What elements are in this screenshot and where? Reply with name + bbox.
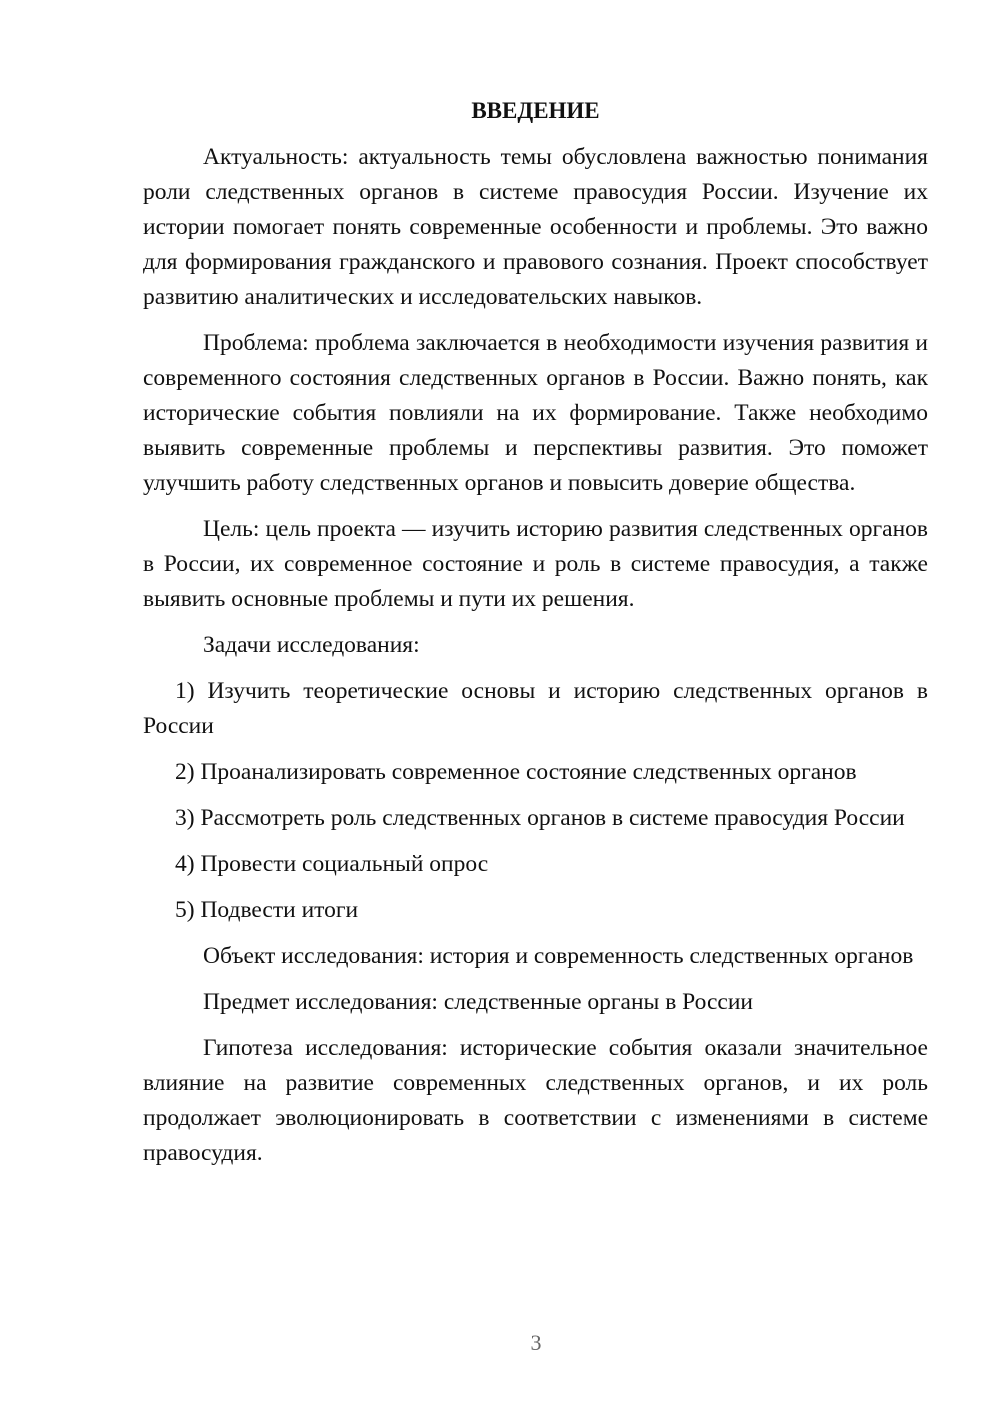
list-item-task-5: 5) Подвести итоги bbox=[175, 897, 359, 923]
list-item-task-1: 1) Изучить теоретические основы и историю следственных органов в России bbox=[143, 678, 928, 739]
document-body bbox=[143, 94, 928, 1182]
list-item-task-4: 4) Провести социальный опрос bbox=[175, 851, 489, 877]
paragraph-problem: Проблема: проблема заключается в необходимости изучения развития и современного состояния следственных органов в России. Важно понять, как исторические события повлияли на их формирование. Также необходимо выявить современные проблемы и перспективы развития. Это поможет улучшить работу следственных органов и повысить доверие общества. bbox=[143, 330, 928, 496]
list-item-task-2: 2) Проанализировать современное состояние следственных органов bbox=[175, 759, 857, 785]
paragraph-hypothesis: Гипотеза исследования: исторические события оказали значительное влияние на развитие современных следственных органов, и их роль продолжает эволюционировать в соответствии с изменениями в системе правосудия. bbox=[143, 1035, 928, 1166]
page-number: 3 bbox=[530, 1330, 542, 1355]
paragraph-tasks-heading: Задачи исследования: bbox=[203, 632, 420, 658]
paragraph-relevance: Актуальность: актуальность темы обусловлена важностью понимания роли следственных органов в системе правосудия России. Изучение их истории помогает понять современные особенности и проблемы. Это важно для формирования гражданского и правового сознания. Проект способствует развитию аналитических и исследовательских навыков. bbox=[143, 144, 928, 310]
page-title: ВВЕДЕНИЕ bbox=[471, 98, 600, 123]
paragraph-subject: Предмет исследования: следственные органы в России bbox=[203, 989, 754, 1015]
paragraph-object: Объект исследования: история и современность следственных органов bbox=[203, 943, 914, 969]
list-item-task-3: 3) Рассмотреть роль следственных органов в системе правосудия России bbox=[175, 805, 905, 831]
paragraph-goal: Цель: цель проекта — изучить историю развития следственных органов в России, их современное состояние и роль в системе правосудия, а также выявить основные проблемы и пути их решения. bbox=[143, 516, 928, 612]
